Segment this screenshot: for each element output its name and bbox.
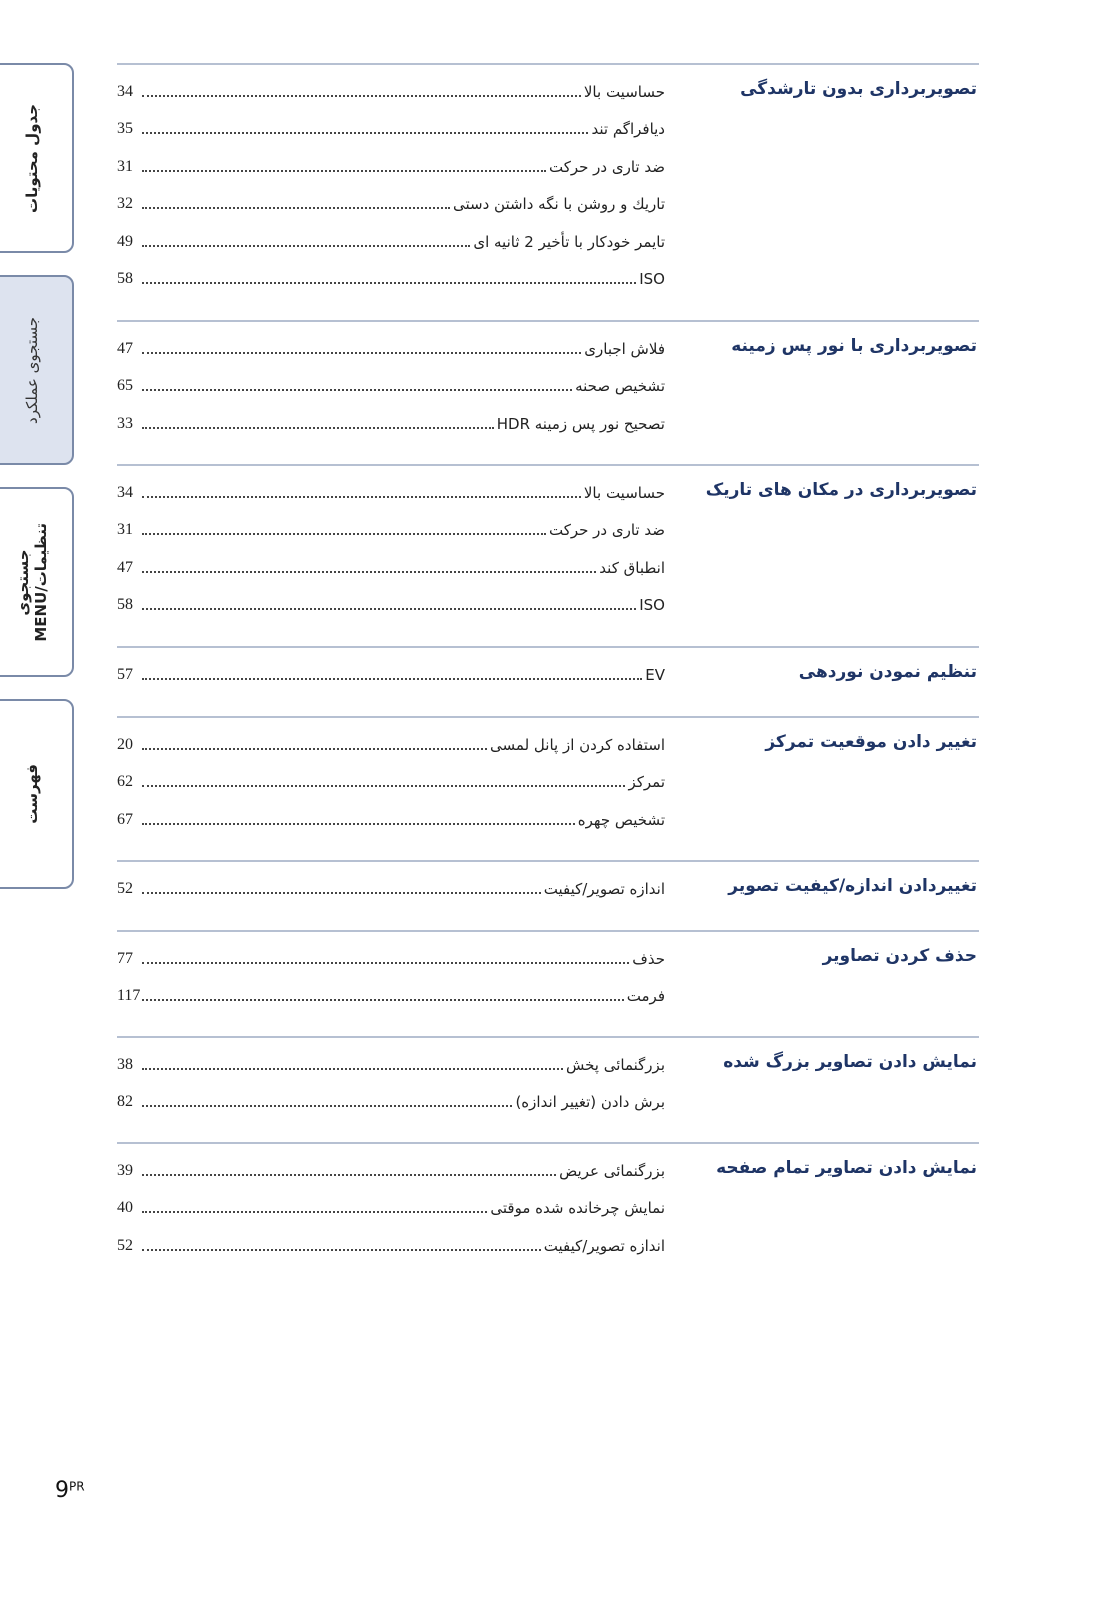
dot-leader: [142, 748, 487, 750]
section: [117, 320, 979, 464]
tab-label-line-1: جستجوی: [14, 548, 32, 616]
entry-list: [117, 330, 679, 458]
dot-leader: [142, 571, 596, 573]
entry-page-number: 52: [117, 1236, 133, 1254]
entry-page-number: 49: [117, 232, 133, 250]
dot-leader: [142, 1211, 487, 1213]
section: [117, 63, 979, 320]
entry-link[interactable]: [117, 549, 665, 587]
dot-leader: [142, 608, 636, 610]
entry-label: دیافراگم تند: [591, 120, 665, 139]
entry-link[interactable]: [117, 801, 665, 839]
section-title: حذف کردن تصاویر: [822, 946, 977, 966]
entry-link[interactable]: [117, 368, 665, 406]
entry-page-number: 58: [117, 596, 133, 614]
entry-page-number: 77: [117, 949, 133, 967]
section-title: تصویربرداری بدون تارشدگی: [740, 79, 977, 99]
entry-link[interactable]: [117, 512, 665, 550]
entry-label: فلاش اجباری: [584, 339, 665, 358]
section-title: تصویربرداری با نور پس زمینه: [731, 336, 977, 356]
tab-table-of-contents[interactable]: [0, 63, 74, 253]
dot-leader: [142, 132, 588, 134]
tab-label-line-2: MENU/تنظیمات: [32, 522, 50, 642]
dot-leader: [142, 389, 572, 391]
entry-page-number: 47: [117, 558, 133, 576]
section-title: نمایش دادن تصاویر تمام صفحه: [716, 1158, 977, 1178]
entry-label: اندازه تصویر/کیفیت: [543, 1236, 665, 1255]
function-search-content: [117, 63, 979, 1286]
entry-page-number: 32: [117, 195, 133, 213]
entry-label: EV: [645, 665, 665, 684]
section: [117, 860, 979, 930]
entry-list: [117, 1152, 679, 1280]
tab-function-search[interactable]: [0, 275, 74, 465]
dot-leader: [142, 1068, 563, 1070]
entry-label: انطباق کند: [599, 558, 665, 577]
dot-leader: [142, 1105, 512, 1107]
entry-page-number: 65: [117, 377, 133, 395]
entry-link[interactable]: [117, 148, 665, 186]
page-number-value: 9: [55, 1478, 69, 1503]
entry-label: ISO: [639, 596, 665, 615]
section: [117, 646, 979, 716]
entry-link[interactable]: [117, 261, 665, 299]
section-title: تغییردادن اندازه/کیفیت تصویر: [728, 876, 977, 896]
entry-link[interactable]: [117, 656, 665, 694]
entry-link[interactable]: [117, 1046, 665, 1084]
section: [117, 1142, 979, 1286]
section: [117, 464, 979, 646]
entry-link[interactable]: [117, 474, 665, 512]
entry-link[interactable]: [117, 1152, 665, 1190]
section: [117, 1036, 979, 1142]
entry-page-number: 20: [117, 735, 133, 753]
entry-list: [117, 726, 679, 854]
entry-link[interactable]: [117, 186, 665, 224]
entry-label: حذف: [632, 949, 665, 968]
entry-link[interactable]: [117, 726, 665, 764]
dot-leader: [142, 785, 625, 787]
entry-page-number: 47: [117, 339, 133, 357]
entry-link[interactable]: [117, 870, 665, 908]
entry-label: نمایش چرخانده شده موقتی: [490, 1199, 665, 1218]
dot-leader: [142, 245, 470, 247]
dot-leader: [142, 352, 581, 354]
entry-page-number: 31: [117, 157, 133, 175]
entry-list: [117, 870, 679, 924]
section: [117, 930, 979, 1036]
entry-label: تشخیص چهره: [577, 810, 665, 829]
entry-label: تشخیص صحنه: [575, 377, 665, 396]
dot-leader: [142, 823, 575, 825]
dot-leader: [142, 962, 629, 964]
entry-link[interactable]: [117, 940, 665, 978]
dot-leader: [142, 533, 546, 535]
entry-page-number: 31: [117, 521, 133, 539]
entry-label: بزرگنمائی عریض: [559, 1161, 665, 1180]
entry-page-number: 58: [117, 270, 133, 288]
entry-label: تایمر خودکار با تأخیر 2 ثانیه ای: [473, 232, 665, 251]
entry-page-number: 38: [117, 1055, 133, 1073]
entry-list: [117, 940, 679, 1030]
tab-index[interactable]: [0, 699, 74, 889]
entry-list: [117, 656, 679, 710]
entry-link[interactable]: [117, 73, 665, 111]
entry-label: ISO: [639, 270, 665, 289]
section-title: نمایش دادن تصاویر بزرگ شده: [723, 1052, 977, 1072]
tab-label: جستجوی عملکرد: [23, 316, 41, 424]
entry-list: [117, 1046, 679, 1136]
entry-label: فرمت: [626, 987, 665, 1006]
entry-page-number: 117: [117, 987, 141, 1005]
entry-page-number: 34: [117, 82, 133, 100]
entry-label: ضد تاری در حرکت: [549, 157, 665, 176]
dot-leader: [142, 207, 450, 209]
entry-label: تمرکز: [628, 773, 665, 792]
page-number-suffix: PR: [69, 1479, 85, 1494]
entry-page-number: 67: [117, 810, 133, 828]
entry-label: تاریك و روشن با نگه داشتن دستی: [452, 195, 665, 214]
entry-label: بزرگنمائی پخش: [565, 1055, 665, 1074]
entry-label: اندازه تصویر/کیفیت: [543, 879, 665, 898]
dot-leader: [142, 1249, 541, 1251]
entry-label: برش دادن (تغییر اندازه): [515, 1093, 665, 1112]
tab-menu-settings-search[interactable]: [0, 487, 74, 677]
dot-leader: [142, 1174, 556, 1176]
dot-leader: [142, 678, 642, 680]
entry-label: حساسیت بالا: [583, 483, 665, 502]
dot-leader: [142, 427, 494, 429]
section: [117, 716, 979, 860]
entry-link[interactable]: [117, 1190, 665, 1228]
entry-link[interactable]: [117, 111, 665, 149]
dot-leader: [142, 95, 581, 97]
section-title: تنظیم نمودن نوردهی: [798, 662, 977, 682]
entry-page-number: 62: [117, 773, 133, 791]
tab-label: [14, 523, 50, 642]
entry-page-number: 52: [117, 879, 133, 897]
entry-link[interactable]: [117, 330, 665, 368]
entry-label: ضد تاری در حرکت: [549, 521, 665, 540]
entry-page-number: 39: [117, 1161, 133, 1179]
entry-page-number: 33: [117, 414, 133, 432]
entry-label: تصحیح نور پس زمینه HDR: [496, 414, 665, 433]
entry-link[interactable]: [117, 223, 665, 261]
entry-link[interactable]: [117, 1084, 665, 1122]
section-title: تغییر دادن موقعیت تمرکز: [765, 732, 977, 752]
dot-leader: [142, 170, 546, 172]
entry-page-number: 34: [117, 483, 133, 501]
tab-label: فهرست: [23, 764, 41, 824]
entry-page-number: 35: [117, 120, 133, 138]
entry-page-number: 82: [117, 1093, 133, 1111]
entry-label: حساسیت بالا: [583, 82, 665, 101]
entry-link[interactable]: [117, 587, 665, 625]
tab-label: جدول محتویات: [23, 103, 41, 213]
dot-leader: [142, 282, 636, 284]
entry-link[interactable]: [117, 764, 665, 802]
dot-leader: [142, 999, 624, 1001]
entry-link[interactable]: [117, 405, 665, 443]
section-title: تصویربرداری در مکان های تاریک: [705, 480, 977, 500]
entry-list: [117, 474, 679, 640]
entry-page-number: 57: [117, 665, 133, 683]
entry-link[interactable]: [117, 978, 665, 1016]
entry-link[interactable]: [117, 1227, 665, 1265]
entry-page-number: 40: [117, 1199, 133, 1217]
entry-label: استفاده کردن از پانل لمسی: [490, 735, 665, 754]
dot-leader: [142, 892, 541, 894]
page-number: [55, 1478, 85, 1503]
entry-list: [117, 73, 679, 314]
dot-leader: [142, 496, 581, 498]
